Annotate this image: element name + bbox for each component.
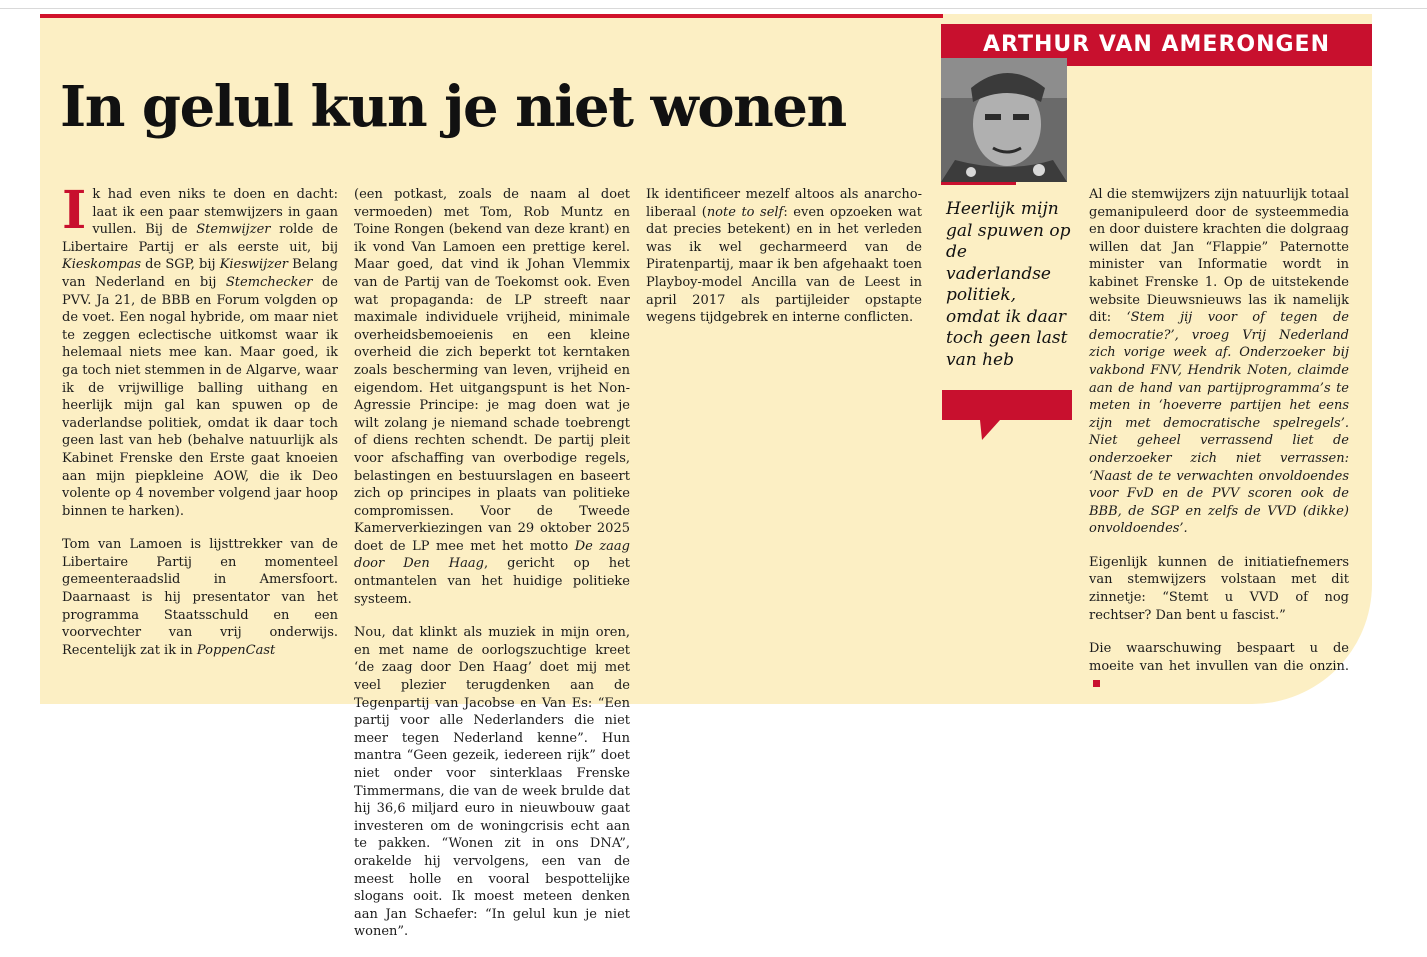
text-run: : even opzoeken wat dat precies betekent) en in het verleden was ik wel gecharmeerd van de Piratenpartij, maar ik ben afgehaakt toen Playboy-model Ancilla van de Leest in april 2017 als partijleider opstapte wegens tijdgebrek en interne conflicten. (646, 204, 922, 326)
italic-run: Kieswijzer (219, 257, 288, 273)
pull-quote: Heerlijk mijn gal spuwen op de vaderlandse politiek, omdat ik daar toch geen last van heb (946, 199, 1071, 370)
browser-top-line (0, 8, 1427, 9)
end-mark-icon (1093, 680, 1100, 687)
paragraph-6 (1089, 554, 1349, 624)
article-column-2 (354, 186, 630, 957)
italic-run: note to self (706, 204, 784, 220)
headline: In gelul kun je niet wonen (60, 74, 846, 140)
italic-run: PoppenCast (196, 642, 276, 658)
text-run: rolde de Libertaire Partij er als eerste uit, bij (62, 222, 338, 255)
text-run: Tom van Lamoen is lijsttrekker van de Libertaire Partij en momenteel gemeenteraadslid in Amersfoort. Daarnaast is hij presentator van het programma Staatsschuld en een voorvechter van vrij onderwijs. Recentelijk zat ik in (62, 537, 338, 658)
portrait-graphic (941, 58, 1067, 182)
paragraph-2b (354, 186, 630, 608)
article-column-3 (646, 186, 922, 343)
paragraph-7 (1089, 640, 1349, 693)
author-banner: ARTHUR VAN AMERONGEN (941, 24, 1372, 66)
article-column-1 (62, 180, 339, 675)
newspaper-page (40, 14, 1372, 940)
italic-run: De zaag door Den Haag (354, 538, 630, 572)
paragraph-4 (646, 186, 922, 327)
text-run: Belang van Nederland en bij (62, 257, 339, 290)
dropcap: I (62, 180, 87, 241)
text-run: de SGP, bij (141, 257, 220, 273)
italic-run: Stemchecker (225, 274, 313, 290)
italic-run: Stemwijzer (196, 222, 271, 238)
paragraph-1 (62, 180, 339, 520)
author-photo-icon (941, 58, 1067, 182)
text-run: de PVV. Ja 21, de BBB en Forum volgden op de voet. Een nogal hybride, om maar niet te zeggen eclectische uitkomst waar ik helemaal niets mee kan. Maar goed, ik ga toch niet stemmen in de Algarve, waar ik de vrijwillige balling uithang en heerlijk mijn gal kan spuwen op de vaderlandse politiek, omdat ik daar toch geen last van heb (behalve natuurlijk als Kabinet Frenske den Erste gaat knoeien aan mijn piepkleine AOW, die ik Deo volente op 4 november volgend jaar hoop binnen te harken). (62, 274, 338, 519)
text-run: Eigenlijk kunnen de initiatiefnemers van stemwijzers volstaan met dit zinnetje: “Stemt u VVD of nog rechtser? Dan bent u fascist.” (1089, 554, 1349, 623)
text-run: , gericht op het ontmantelen van het huidige politieke systeem. (354, 556, 630, 607)
italic-run: ‘Stem jij voor of tegen de democratie?’, vroeg Vrij Nederland zich vorige week af. Onderzoeker bij vakbond FNV, Hendrik Noten, claimde aan de hand van partijprogramma’s te meten in ‘hoeverre partijen het eens zijn met democratische spelregels’. Niet geheel verrassend liet de onderzoeker zich niet verrassen: ‘Naast de te verwachten onvoldoendes voor FvD en de PVV scoren ook de BBB, de SGP en zelfs de VVD (dikke) onvoldoendes’. (1089, 310, 1350, 537)
text-run: (een potkast, zoals de naam al doet vermoeden) met Tom, Rob Muntz en Toine Rongen (bekend van deze krant) en ik vond Van Lamoen een prettige kerel. Maar goed, dat vind ik Johan Vlemmix van de Partij van de Toekomst ook. Even wat propaganda: de LP streeft naar maximale individuele vrijheid, minimale overheidsbemoeienis en een kleine overheid die zich beperkt tot kerntaken zoals bescherming van leven, vrijheid en eigendom. Het uitgangspunt is het Non-Agressie Principe: je mag doen wat je wilt zolang je niemand schade toebrengt of diens rechten schendt. De partij pleit voor afschaffing van overbodige regels, belastingen en bestuurslagen en baseert zich op principes in plaats van politieke compromissen. Voor de Tweede Kamerverkiezingen van 29 oktober 2025 doet de LP mee met het motto (354, 187, 630, 554)
text-run: Ik identificeer mezelf altoos als anarcho-liberaal ( (646, 187, 922, 220)
text-run: k had even niks te doen en dacht: laat ik een paar stemwijzers in gaan vullen. Bij de (92, 187, 338, 238)
text-run: Nou, dat klinkt als muziek in mijn oren, en met name de oorlogszuchtige kreet ‘de zaag door Den Haag’ doet mij met veel plezier terugdenken aan de Tegenpartij van Jacobse en Van Es: “Een partij voor alle Nederlanders die niet meer tegen Nederland kenne”. Hun mantra “Geen gezeik, iedereen rijk” doet niet onder voor sinterklaas Frenske Timmermans, die van de week brulde dat hij 36,6 miljard euro in nieuwbouw gaat investeren om de woningcrisis echt aan te pakken. “Wonen zit in ons DNA”, orakelde hij vervolgens, een van de meest holle en vooral bespottelijke slogans ooit. Ik moest meteen denken aan Jan Schaefer: “In gelul kun je niet wonen”. (354, 625, 630, 940)
text-run: Al die stemwijzers zijn natuurlijk totaal gemanipuleerd door de systeemmedia en door duistere krachten die dolgraag willen dat Jan “Flappie” Paternotte minister van Informatie wordt in kabinet Frenske 1. Op de uitstekende website Dieuwsnieuws las ik namelijk dit: (1089, 187, 1349, 326)
portrait-red-rule (941, 182, 1016, 185)
article-column-4 (1089, 186, 1349, 709)
text-run: Die waarschuwing bespaart u de moeite van het invullen van die onzin. (1089, 641, 1349, 674)
italic-run: Kieskompas (62, 257, 142, 273)
quote-pointer-icon (942, 390, 1072, 442)
top-red-rule (40, 14, 943, 18)
paragraph-2a (62, 536, 338, 659)
paragraph-3a (354, 624, 630, 941)
paragraph-5 (1089, 186, 1349, 538)
